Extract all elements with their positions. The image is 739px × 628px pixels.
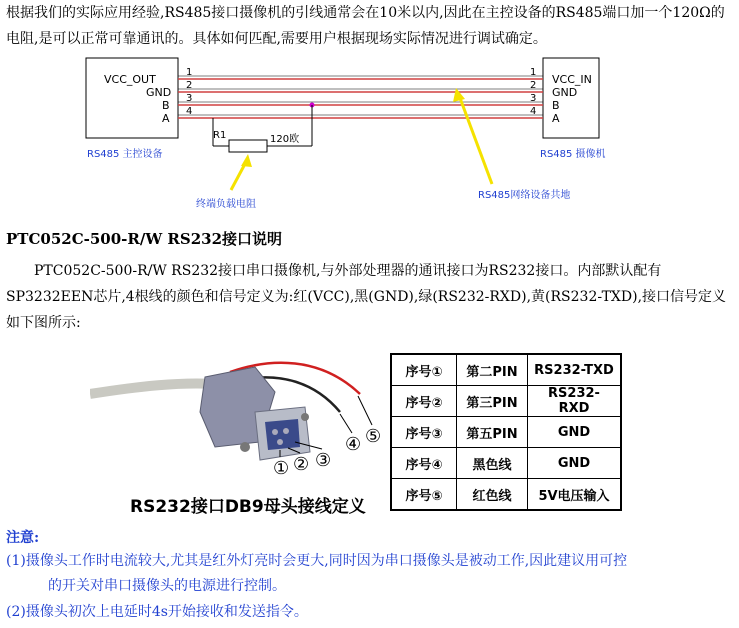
wire-number-left-2: 2 bbox=[186, 80, 193, 91]
right-pin-a: A bbox=[552, 112, 560, 125]
pin-table-cell-index: 序号④ bbox=[391, 448, 457, 479]
pin-table-cell-signal: 5V电压输入 bbox=[528, 479, 622, 511]
pin-table-cell-pin: 黑色线 bbox=[457, 448, 528, 479]
bus-wire-outlines bbox=[178, 76, 543, 115]
master-device-caption: RS485 主控设备 bbox=[87, 149, 163, 160]
pin-table-cell-index: 序号③ bbox=[391, 417, 457, 448]
notes-title: 注意: bbox=[6, 530, 40, 546]
pin-table-row bbox=[391, 386, 621, 417]
note-1-line1: (1)摄像头工作时电流较大,尤其是红外灯亮时会更大,同时因为串口摄像头是被动工作,因此建议用可控 bbox=[6, 553, 628, 569]
pin-table-cell-index: 序号⑤ bbox=[391, 479, 457, 511]
intro-paragraph: 根据我们的实际应用经验,RS485接口摄像机的引线通常会在10米以内,因此在主控设备的RS485端口加一个120Ω的电阻,是可以正常可靠通讯的。具体如何匹配,需要用户根据现场实际情况进行调试确定。 bbox=[6, 5, 725, 47]
resistor-callout-text: 终端负载电阻 bbox=[196, 199, 256, 210]
marker-4: ④ bbox=[345, 434, 362, 455]
cable bbox=[90, 383, 215, 394]
note-item-1 bbox=[6, 549, 734, 599]
right-pin-b: B bbox=[552, 99, 560, 112]
pin-table-cell-signal: RS232-RXD bbox=[528, 386, 622, 417]
camera-device-caption: RS485 摄像机 bbox=[540, 149, 606, 160]
left-pin-gnd: GND bbox=[146, 86, 172, 99]
pin-table-cell-signal: GND bbox=[528, 448, 622, 479]
left-pin-vcc-out: VCC_OUT bbox=[104, 73, 156, 86]
db9-caption: RS232接口DB9母头接线定义 bbox=[130, 497, 366, 517]
pin-table-row bbox=[391, 479, 621, 511]
pin-table-cell-index: 序号② bbox=[391, 386, 457, 417]
note-item-2 bbox=[6, 600, 734, 625]
pin-table-row bbox=[391, 417, 621, 448]
marker-2: ② bbox=[293, 454, 310, 475]
wire-number-left-4: 4 bbox=[186, 106, 193, 117]
pin-definition-table bbox=[390, 353, 622, 511]
rs232-description: PTC052C-500-R/W RS232接口串口摄像机,与外部处理器的通讯接口为RS232接口。内部默认配有SP3232EEN芯片,4根线的颜色和信号定义为:红(VCC),黑(GND),绿(RS232-RXD),黄(RS232-TXD),接口信号定义如下图所示: bbox=[6, 263, 727, 331]
resistor-label: R1 bbox=[213, 130, 227, 141]
note-2-line1: (2)摄像头初次上电延时4s开始接收和发送指令。 bbox=[6, 604, 308, 620]
wire-number-left-1: 1 bbox=[186, 67, 193, 78]
pin-table-row bbox=[391, 448, 621, 479]
note-1-line2: 的开关对串口摄像头的电源进行控制。 bbox=[48, 578, 286, 594]
pin-table-cell-pin: 第二PIN bbox=[457, 354, 528, 386]
resistor-callout-arrow bbox=[231, 154, 252, 190]
pin-table-body bbox=[391, 354, 621, 510]
wire-number-right-4: 4 bbox=[530, 106, 537, 117]
wire-number-left-3: 3 bbox=[186, 93, 193, 104]
wire-number-right-1: 1 bbox=[530, 67, 537, 78]
pin-table-cell-pin: 红色线 bbox=[457, 479, 528, 511]
left-pin-b: B bbox=[162, 99, 170, 112]
right-pin-gnd: GND bbox=[552, 86, 578, 99]
marker-5: ⑤ bbox=[365, 426, 382, 447]
pin-table-cell-signal: GND bbox=[528, 417, 622, 448]
pin-table-cell-pin: 第三PIN bbox=[457, 386, 528, 417]
resistor-value: 120欧 bbox=[270, 134, 300, 145]
left-pin-a: A bbox=[162, 112, 170, 125]
rs232-section-heading: PTC052C-500-R/W RS232接口说明 bbox=[6, 230, 283, 248]
pin-table-cell-pin: 第五PIN bbox=[457, 417, 528, 448]
network-callout-arrow bbox=[453, 88, 492, 184]
pin-table-cell-signal: RS232-TXD bbox=[528, 354, 622, 386]
right-pin-vcc-in: VCC_IN bbox=[552, 73, 592, 86]
network-callout-text: RS485网络设备共地 bbox=[478, 190, 571, 201]
wire-number-right-2: 2 bbox=[530, 80, 537, 91]
marker-1: ① bbox=[273, 458, 290, 479]
db9-connector-illustration bbox=[90, 352, 390, 492]
bus-wires bbox=[178, 79, 543, 118]
marker-3: ③ bbox=[315, 450, 332, 471]
pin-table-row bbox=[391, 354, 621, 386]
pin-table-cell-index: 序号① bbox=[391, 354, 457, 386]
wire-number-right-3: 3 bbox=[530, 93, 537, 104]
